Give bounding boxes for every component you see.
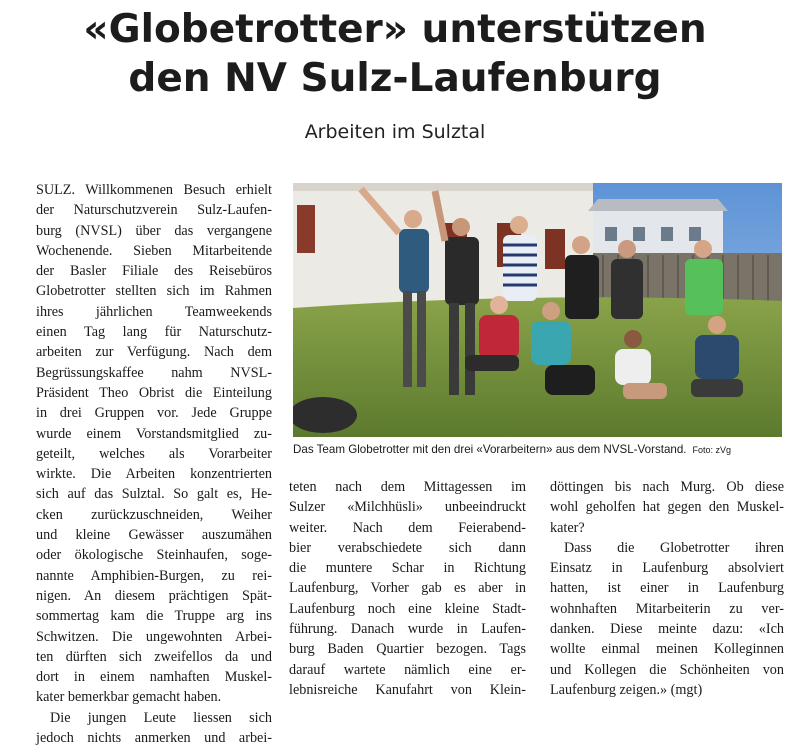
- text-line: wollte einmal meinen Kolleginnen: [550, 641, 784, 658]
- text-line: danken. Diese meinte dazu: «Ich: [550, 621, 784, 638]
- text-line: teten nach dem Mittagessen im: [289, 479, 526, 495]
- text-line: dort in einem namhaften Muskel-: [36, 669, 272, 686]
- text-column-1: [36, 180, 272, 748]
- subtitle: Arbeiten im Sulztal: [304, 121, 486, 143]
- text-line: Laufenburg, Vorher gab es aber in: [289, 580, 526, 597]
- text-line: wurde einem Vorstandsmitglied zu-: [36, 425, 272, 442]
- text-line: nigen. An diesem prächtigen Spät-: [36, 587, 272, 604]
- text-line: jedoch nichts anmerken und arbei-: [36, 730, 272, 747]
- text-line: der Naturschutzverein Sulz-Laufen-: [36, 202, 272, 219]
- text-line: führung. Danach wurde in Laufen-: [289, 621, 526, 638]
- text-line: Globetrotter stellten sich im Rahmen: [36, 283, 272, 300]
- text-line: oder ökologische Steinhaufen, soge-: [36, 547, 272, 564]
- text-line: wirkte. Die Arbeiten konzentrierten: [36, 466, 272, 483]
- photo-credit: Foto: zVg: [692, 445, 732, 455]
- text-line: die muntere Schar in Richtung: [289, 560, 526, 577]
- text-line: sich auf das Sulztal. So galt es, He-: [36, 486, 272, 503]
- text-line: Sulzer «Milchhüsli» unbeeindruckt: [289, 499, 526, 516]
- text-line: Die jungen Leute liessen sich: [50, 709, 272, 726]
- text-line: SULZ. Willkommenen Besuch erhielt: [36, 182, 272, 198]
- text-line: und kleine Gewässer auszumähen: [36, 527, 272, 544]
- text-line: cken zurückzuschneiden, Weiher: [36, 506, 272, 523]
- text-line: döttingen bis nach Murg. Ob diese: [550, 479, 784, 495]
- headline-line-1: «Globetrotter» unterstützen: [83, 7, 707, 52]
- text-column-2: [289, 477, 526, 700]
- text-line: Begrüssungskaffee nahm NVSL-: [36, 364, 272, 381]
- text-line: Laufenburg zeigen.» (mgt): [550, 681, 703, 698]
- text-line: hatten, ist einer in Laufenburg: [550, 580, 784, 597]
- text-line: wohl geholfen hat gegen den Muskel-: [550, 499, 784, 516]
- text-line: arbeiten zur Verfügung. Nach dem: [36, 344, 272, 361]
- text-line: Laufenburg noch eine kleine Stadt-: [289, 600, 526, 617]
- text-line: darauf wartete nämlich eine er-: [289, 661, 526, 678]
- text-line: Einsatz in Laufenburg absolviert: [550, 560, 784, 577]
- text-line: sommertag kam die Truppe arg ins: [36, 608, 272, 625]
- text-line: Dass die Globetrotter ihren: [564, 539, 784, 556]
- text-line: bier verabschiedete sich dann: [289, 539, 526, 556]
- team-photo-illustration: [293, 183, 782, 437]
- text-line: burg Baden Quartier bezogen. Tags: [289, 641, 526, 658]
- text-line: Wochenende. Sieben Mitarbeitende: [36, 242, 272, 259]
- text-line: wohnhaften Mitarbeiterin zu ver-: [550, 600, 784, 617]
- text-line: ten dürften sich zweifellos da und: [36, 648, 272, 665]
- text-line: Präsident Theo Obrist die Einteilung: [36, 384, 272, 401]
- photo-caption: [293, 443, 782, 456]
- text-column-3: [550, 477, 784, 700]
- text-line: der Basler Filiale des Reisebüros: [36, 263, 272, 280]
- text-line: weiter. Nach dem Feierabend-: [289, 519, 526, 536]
- text-line: kater?: [550, 519, 585, 536]
- text-line: Schwitzen. Die ungewohnten Arbei-: [36, 628, 272, 645]
- text-line: lebnisreiche Kanufahrt von Klein-: [289, 681, 526, 698]
- text-line: kater bemerkbar gemacht haben.: [36, 689, 222, 706]
- text-line: in drei Gruppen vor. Jede Gruppe: [36, 405, 272, 422]
- text-line: nannte Amphibien-Burgen, zu rei-: [36, 567, 272, 584]
- text-line: und Kollegen die Schönheiten von: [550, 661, 784, 678]
- text-line: ihres jährlichen Teamweekends: [36, 303, 272, 320]
- text-line: burg (NVSL) über das vergangene: [36, 222, 272, 239]
- caption-text: Das Team Globetrotter mit den drei «Vorarbeitern» aus dem NVSL-Vorstand.: [293, 443, 687, 456]
- text-line: geteilt, welches als Vorarbeiter: [36, 445, 272, 462]
- text-line: einen Tag lang für Naturschutz-: [36, 324, 272, 341]
- headline-line-2: den NV Sulz-Laufenburg: [128, 56, 662, 101]
- team-photo: [293, 183, 782, 437]
